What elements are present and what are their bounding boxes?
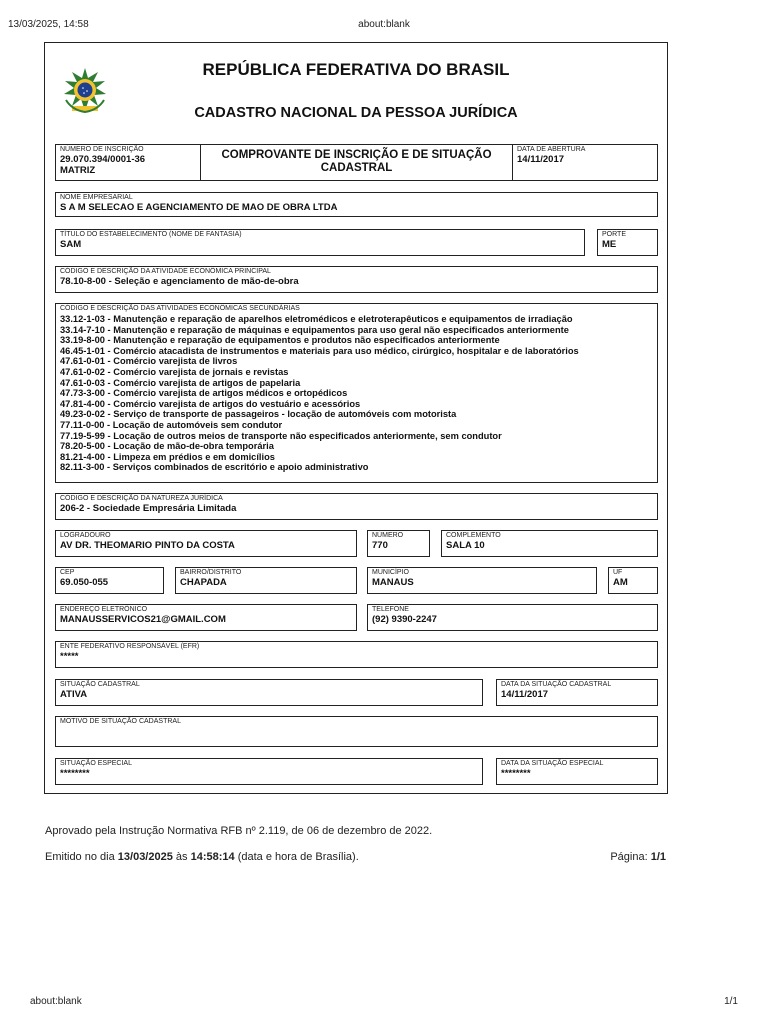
logradouro-label: LOGRADOURO <box>60 532 111 539</box>
logradouro-box <box>55 530 357 557</box>
fantasia-label: TÍTULO DO ESTABELECIMENTO (NOME DE FANTASIA) <box>60 231 242 238</box>
data-situacao-value: 14/11/2017 <box>501 689 549 700</box>
emitido-date: 13/03/2025 <box>117 851 173 863</box>
efr-value: ***** <box>60 651 79 662</box>
print-footer-page: 1/1 <box>724 996 738 1007</box>
nome-empresarial-box <box>55 192 658 217</box>
numero-value: 770 <box>372 540 388 551</box>
page-title: REPÚBLICA FEDERATIVA DO BRASIL <box>202 60 510 79</box>
telefone-box <box>367 604 658 631</box>
atividade-secundaria-item: 82.11-3-00 - Serviços combinados de escritório e apoio administrativo <box>60 462 369 473</box>
atividade-secundaria-item: 47.61-0-01 - Comércio varejista de livros <box>60 356 238 367</box>
atividade-secundaria-item: 47.81-4-00 - Comércio varejista de artigos do vestuário e acessórios <box>60 398 361 409</box>
emitido-text <box>45 851 359 863</box>
print-datetime: 13/03/2025, 14:58 <box>8 19 89 30</box>
emitido-suffix: (data e hora de Brasília). <box>237 851 359 863</box>
uf-box <box>608 567 658 594</box>
data-especial-label: DATA DA SITUAÇÃO ESPECIAL <box>501 760 604 767</box>
cep-value: 69.050-055 <box>60 577 109 588</box>
print-url: about:blank <box>358 19 410 30</box>
atividade-principal-label: CÓDIGO E DESCRIÇÃO DA ATIVIDADE ECONÔMICA PRINCIPAL <box>60 268 271 275</box>
email-value: MANAUSSERVICOS21@GMAIL.COM <box>60 614 226 625</box>
complemento-label: COMPLEMENTO <box>446 532 501 539</box>
atividade-secundaria-item: 78.20-5-00 - Locação de mão-de-obra temporária <box>60 441 274 452</box>
uf-label: UF <box>613 569 623 576</box>
fantasia-box <box>55 229 585 256</box>
natureza-value: 206-2 - Sociedade Empresária Limitada <box>60 503 237 514</box>
uf-value: AM <box>613 577 628 588</box>
natureza-box <box>55 493 658 520</box>
municipio-label: MUNICÍPIO <box>372 569 409 576</box>
pagina-value: 1/1 <box>650 851 666 863</box>
emitido-mid: às <box>175 851 188 863</box>
cep-label: CEP <box>60 569 75 576</box>
efr-box <box>55 641 658 668</box>
complemento-box <box>441 530 658 557</box>
print-footer-url: about:blank <box>30 996 82 1007</box>
efr-label: ENTE FEDERATIVO RESPONSÁVEL (EFR) <box>60 643 200 650</box>
motivo-label: MOTIVO DE SITUAÇÃO CADASTRAL <box>60 718 181 725</box>
nome-empresarial-label: NOME EMPRESARIAL <box>60 194 133 201</box>
atividades-secundarias-list <box>60 314 657 473</box>
atividade-secundaria-item: 33.14-7-10 - Manutenção e reparação de máquinas e equipamentos para uso geral não especificados anteriormente <box>60 324 569 335</box>
porte-box <box>597 229 658 256</box>
inscricao-box <box>55 144 201 181</box>
inscricao-tipo: MATRIZ <box>60 165 96 176</box>
email-box <box>55 604 357 631</box>
numero-box <box>367 530 430 557</box>
abertura-box <box>512 144 658 181</box>
page-subtitle: CADASTRO NACIONAL DA PESSOA JURÍDICA <box>194 105 518 121</box>
data-especial-box <box>496 758 658 785</box>
emitido-time: 14:58:14 <box>190 851 235 863</box>
inscricao-label: NÚMERO DE INSCRIÇÃO <box>60 146 144 153</box>
data-situacao-box <box>496 679 658 706</box>
situacao-especial-label: SITUAÇÃO ESPECIAL <box>60 760 132 767</box>
pagina-text <box>610 851 666 863</box>
logradouro-value: AV DR. THEOMARIO PINTO DA COSTA <box>60 540 235 551</box>
telefone-label: TELEFONE <box>372 606 409 613</box>
situacao-value: ATIVA <box>60 689 88 700</box>
bairro-box <box>175 567 357 594</box>
inscricao-numero: 29.070.394/0001-36 <box>60 154 146 165</box>
abertura-value: 14/11/2017 <box>517 154 565 165</box>
situacao-label: SITUAÇÃO CADASTRAL <box>60 681 140 688</box>
pagina-label: Página: <box>610 851 648 863</box>
atividade-secundaria-item: 47.73-3-00 - Comércio varejista de artigos médicos e ortopédicos <box>60 388 348 399</box>
telefone-value: (92) 9390-2247 <box>372 614 437 625</box>
cep-box <box>55 567 164 594</box>
emitido-prefix: Emitido no dia <box>45 851 115 863</box>
situacao-especial-box <box>55 758 483 785</box>
nome-empresarial-value: S A M SELECAO E AGENCIAMENTO DE MAO DE OBRA LTDA <box>60 202 338 213</box>
atividade-secundaria-item: 77.11-0-00 - Locação de automóveis sem condutor <box>60 419 283 430</box>
situacao-especial-value: ******** <box>60 768 90 779</box>
atividade-secundaria-item: 47.61-0-02 - Comércio varejista de jornais e revistas <box>60 366 289 377</box>
atividade-secundaria-item: 49.23-0-02 - Serviço de transporte de passageiros - locação de automóveis com motorista <box>60 409 457 420</box>
numero-label: NÚMERO <box>372 532 404 539</box>
comprovante-line1: COMPROVANTE DE INSCRIÇÃO E DE SITUAÇÃO <box>221 149 492 161</box>
atividade-secundaria-item: 77.19-5-99 - Locação de outros meios de transporte não especificados anteriormente, sem condutor <box>60 430 502 441</box>
motivo-box <box>55 716 658 747</box>
aprovado-text: Aprovado pela Instrução Normativa RFB nº 2.119, de 06 de dezembro de 2022. <box>45 825 433 837</box>
municipio-box <box>367 567 597 594</box>
atividade-secundaria-item: 81.21-4-00 - Limpeza em prédios e em domicílios <box>60 451 275 462</box>
atividade-secundaria-item: 47.61-0-03 - Comércio varejista de artigos de papelaria <box>60 377 301 388</box>
porte-value: ME <box>602 239 617 250</box>
complemento-value: SALA 10 <box>446 540 485 551</box>
fantasia-value: SAM <box>60 239 82 250</box>
comprovante-box <box>200 144 513 181</box>
data-situacao-label: DATA DA SITUAÇÃO CADASTRAL <box>501 681 612 688</box>
bairro-value: CHAPADA <box>180 577 227 588</box>
atividade-secundaria-item: 46.45-1-01 - Comércio atacadista de instrumentos e materiais para uso médico, cirúrgico, hospitalar e de laboratórios <box>60 345 579 356</box>
abertura-label: DATA DE ABERTURA <box>517 146 586 153</box>
atividade-principal-box <box>55 266 658 293</box>
natureza-label: CÓDIGO E DESCRIÇÃO DA NATUREZA JURÍDICA <box>60 495 223 502</box>
atividade-secundaria-item: 33.19-8-00 - Manutenção e reparação de equipamentos e produtos não especificados anteriormente <box>60 335 500 346</box>
situacao-box <box>55 679 483 706</box>
porte-label: PORTE <box>602 231 626 238</box>
atividade-principal-value: 78.10-8-00 - Seleção e agenciamento de mão-de-obra <box>60 276 299 287</box>
atividades-secundarias-label: CÓDIGO E DESCRIÇÃO DAS ATIVIDADES ECONÔMICAS SECUNDÁRIAS <box>60 305 300 312</box>
email-label: ENDEREÇO ELETRÔNICO <box>60 606 148 613</box>
atividades-secundarias-box <box>55 303 658 483</box>
comprovante-line2: CADASTRAL <box>320 162 393 174</box>
atividade-secundaria-item: 33.12-1-03 - Manutenção e reparação de aparelhos eletromédicos e eletroterapêuticos e equipamentos de irradiação <box>60 314 573 324</box>
municipio-value: MANAUS <box>372 577 414 588</box>
bairro-label: BAIRRO/DISTRITO <box>180 569 242 576</box>
data-especial-value: ******** <box>501 768 531 779</box>
